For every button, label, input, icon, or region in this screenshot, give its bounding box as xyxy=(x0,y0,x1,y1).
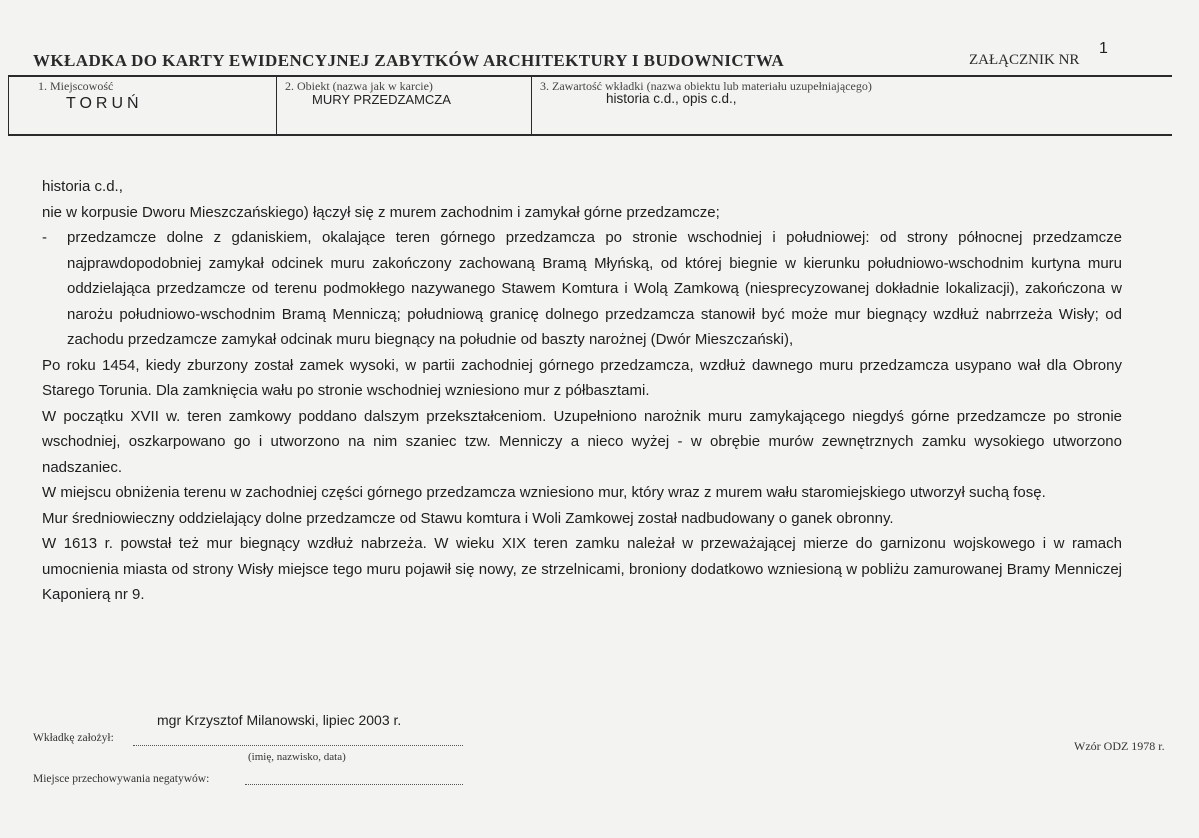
author-dotted-line xyxy=(133,745,463,746)
body-paragraph: Po roku 1454, kiedy zburzony został zamek wysoki, w partii zachodniej górnego przedzamcza, wzdłuż dawnego muru przedzamcza usypano wał dla Obrony Starego Torunia. Dla zamknięcia wału po stronie wschodniej wzniesiono mur z półbasztami. xyxy=(42,356,1122,399)
body-paragraph: W miejscu obniżenia terenu w zachodniej części górnego przedzamcza wzniesiono mur, który wraz z murem wału staromiejskiego utworzył suchą fosę. xyxy=(42,484,1046,501)
annex-number: 1 xyxy=(1099,40,1108,57)
object-value: MURY PRZEDZAMCZA xyxy=(312,92,451,107)
template-note: Wzór ODZ 1978 r. xyxy=(1074,739,1165,753)
body-text xyxy=(42,174,1122,608)
negatives-label: Miejsce przechowywania negatywów: xyxy=(33,773,210,785)
place-value: TORUŃ xyxy=(66,95,143,112)
body-list-item xyxy=(42,225,1122,353)
field-divider-1 xyxy=(8,76,9,134)
body-paragraph: Mur średniowieczny oddzielający dolne przedzamcze od Stawu komtura i Woli Zamkowej został nadbudowany o ganek obronny. xyxy=(42,509,894,527)
body-paragraph: W 1613 r. powstał też mur biegnący wzdłuż nabrzeża. W wieku XIX teren zamku należał w przeważającej mierze do garnizonu wojskowego i w ramach umocnienia miasta od strony Wisły miejsce tego muru pojawił się nowy, ze strzelnicami, broniony dodatkowo wzniesioną w pobliżu zamurowanej Bramy Menniczej Kaponierą nr 9. xyxy=(42,535,1122,603)
object-label: 2. Obiekt (nazwa jak w karcie) xyxy=(285,79,433,93)
field-divider-2 xyxy=(276,76,277,134)
place-label: 1. Miejscowość xyxy=(38,79,114,93)
header-rule-top xyxy=(8,75,1172,77)
body-paragraph: historia c.d., xyxy=(42,178,123,195)
content-value: historia c.d., opis c.d., xyxy=(606,91,737,106)
body-paragraph: nie w korpusie Dworu Mieszczańskiego) łączył się z murem zachodnim i zamykał górne przedzamcze; xyxy=(42,203,720,221)
list-dash: - xyxy=(42,229,47,246)
author-caption: (imię, nazwisko, data) xyxy=(248,751,346,763)
header-rule-bottom xyxy=(8,134,1172,136)
content-label: 3. Zawartość wkładki (nazwa obiektu lub materiału uzupełniającego) xyxy=(540,79,872,93)
field-divider-3 xyxy=(531,76,532,134)
body-paragraph: W początku XVII w. teren zamkowy poddano dalszym przekształceniom. Uzupełniono narożnik muru zamykającego niegdyś górne przedzamcze po stronie wschodniej, oszkarpowano go i utworzono na nim szaniec tzw. Menniczy a nieco wyżej - w obrębie murów zewnętrznych zamku wysokiego utworzono nadszaniec. xyxy=(42,407,1122,476)
list-item-text: przedzamcze dolne z gdaniskiem, okalające teren górnego przedzamcza po stronie wschodniej i południowej: od strony północnej przedzamcze najprawdopodobniej zamykał odcinek muru zakończony zachowaną Bramą Młyńską, od której biegnie w kierunku południowo-wschodnim kurtyna muru oddzielająca przedzamcze od terenu podmokłego nazywanego Stawem Komtura i Wolą Zamkową (niesprecyzowanej dokładnie lokalizacji), zakończona w narożu południowo-wschodnim Bramą Menniczą; południową granicę dolnego przedzamcza stanowił być może mur biegnący wzdłuż nabrrzeża Wisły; od zachodu przedzamcze zamykał odcinak muru biegnący na południe od baszty narożnej (Dwór Mieszczański), xyxy=(67,229,1122,348)
form-title: WKŁADKA DO KARTY EWIDENCYJNEJ ZABYTKÓW ARCHITEKTURY I BUDOWNICTWA xyxy=(33,51,785,70)
negatives-dotted-line xyxy=(245,784,463,785)
author-value: mgr Krzysztof Milanowski, lipiec 2003 r. xyxy=(157,712,402,728)
annex-label: ZAŁĄCZNIK NR xyxy=(969,52,1080,68)
author-label: Wkładkę założył: xyxy=(33,732,114,744)
